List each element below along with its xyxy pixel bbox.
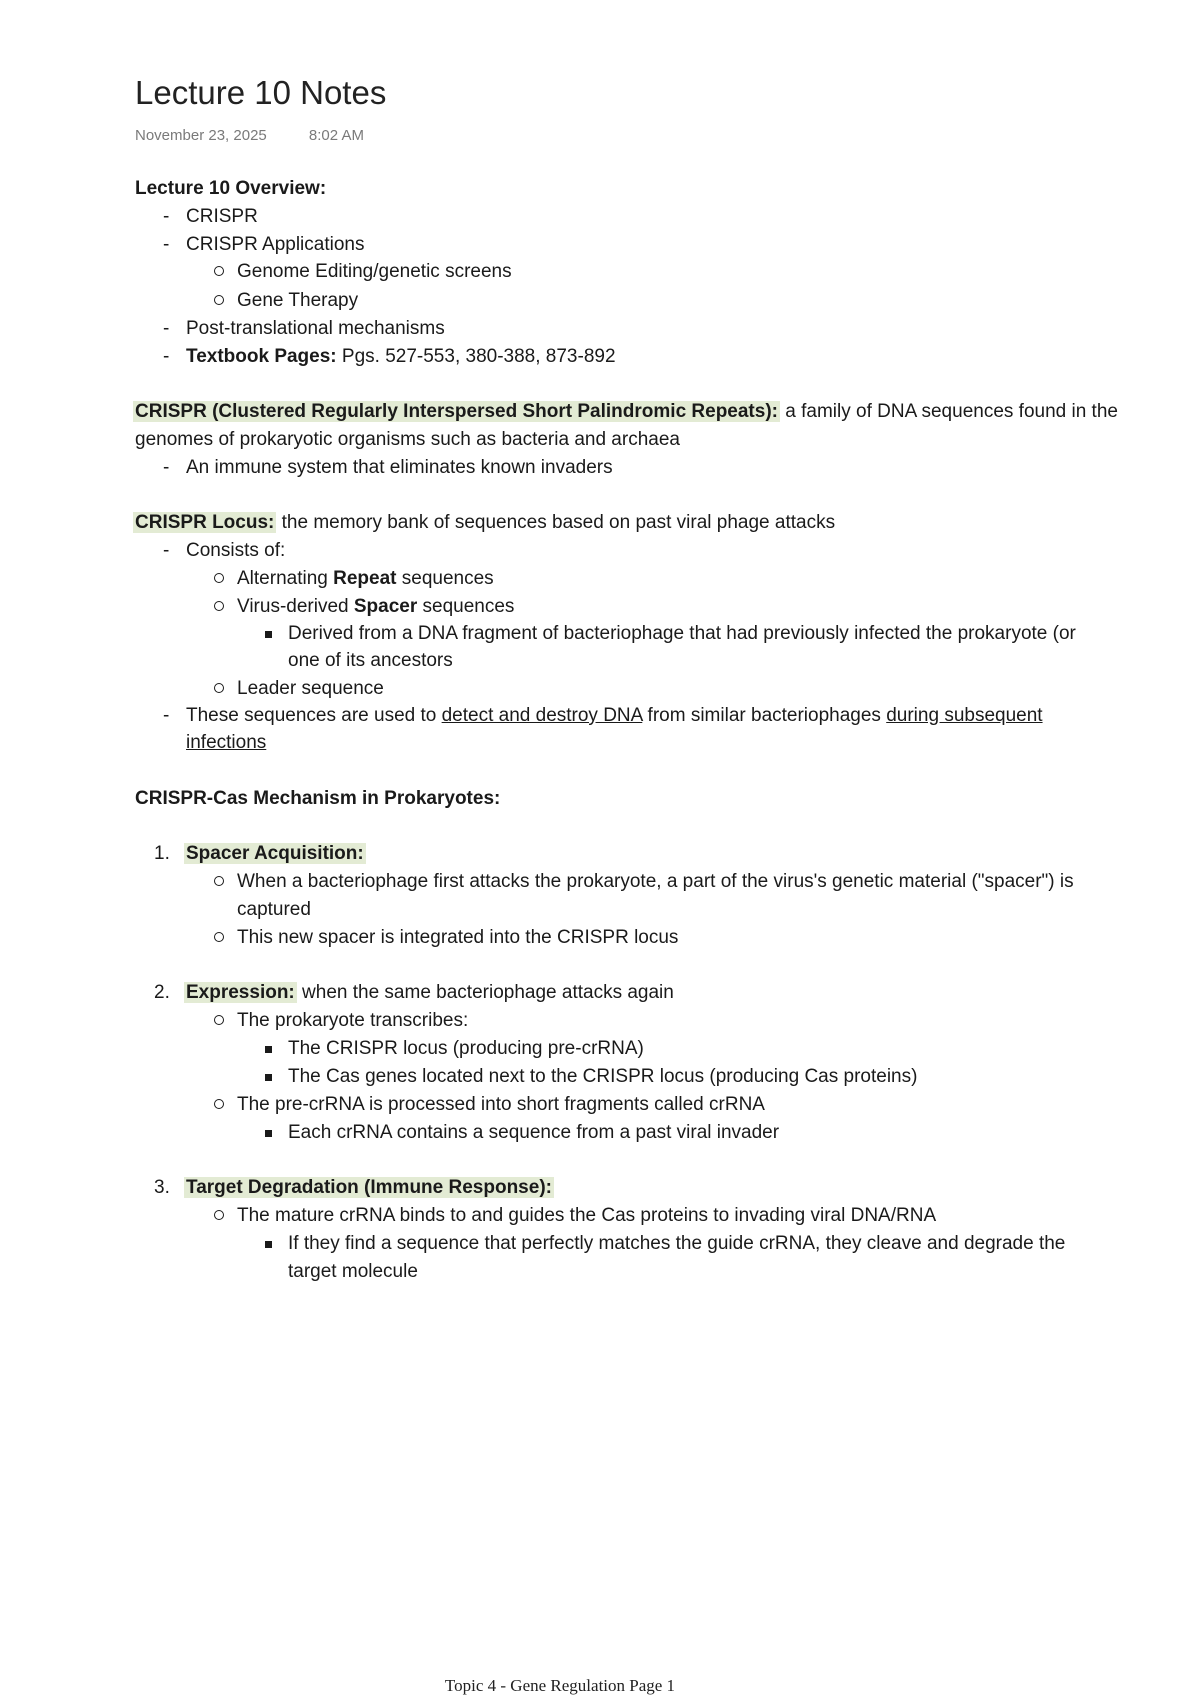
page-footer: Topic 4 - Gene Regulation Page 1 (444, 1676, 676, 1695)
step-number: 1. (154, 843, 170, 864)
crispr-term: CRISPR (Clustered Regularly Interspersed Short Palindromic Repeats): (135, 401, 778, 422)
overview-subitem: Genome Editing/genetic screens (237, 261, 512, 282)
step3-point: The mature crRNA binds to and guides the Cas proteins to invading viral DNA/RNA (237, 1205, 937, 1226)
step-number: 2. (154, 982, 170, 1003)
step2-subpoint: The Cas genes located next to the CRISPR locus (producing Cas proteins) (288, 1066, 918, 1087)
step2-subpoint: Each crRNA contains a sequence from a past viral invader (288, 1122, 780, 1143)
circle-bullet (214, 1210, 224, 1220)
circle-bullet (214, 573, 224, 583)
step1-point: When a bacteriophage first attacks the prokaryote, a part of the virus's genetic material ("spacer") is (237, 871, 1074, 892)
use-underline-2: during subsequent (886, 705, 1043, 726)
square-bullet (265, 1241, 272, 1248)
step2-line (186, 981, 674, 1005)
dash-bullet: - (163, 206, 170, 227)
page-title: Lecture 10 Notes (135, 74, 387, 111)
crispr-bullet: An immune system that eliminates known invaders (186, 457, 613, 478)
locus-derived: Derived from a DNA fragment of bacteriophage that had previously infected the prokaryote (or (288, 623, 1076, 644)
circle-bullet (214, 932, 224, 942)
dash-bullet: - (163, 234, 170, 255)
circle-bullet (214, 295, 224, 305)
overview-item: CRISPR Applications (186, 234, 365, 255)
circle-bullet (214, 1015, 224, 1025)
step2-subpoint: The CRISPR locus (producing pre-crRNA) (288, 1038, 644, 1059)
dash-bullet: - (163, 346, 170, 367)
step2-def: when the same bacteriophage attacks again (296, 982, 674, 1003)
dash-bullet: - (163, 705, 170, 726)
step1-point: This new spacer is integrated into the CRISPR locus (237, 927, 679, 948)
note-meta (135, 127, 364, 144)
textbook-label: Textbook Pages: (186, 346, 337, 367)
circle-bullet (214, 266, 224, 276)
step-title (186, 842, 366, 866)
note-time: 8:02 AM (308, 127, 364, 144)
step3-title: Target Degradation (Immune Response): (186, 1177, 552, 1198)
locus-def: the memory bank of sequences based on past viral phage attacks (276, 512, 836, 533)
circle-bullet (214, 683, 224, 693)
locus-repeat (237, 567, 494, 591)
crispr-definition (135, 400, 1118, 424)
locus-definition (135, 511, 835, 535)
overview-item: Post-translational mechanisms (186, 318, 445, 339)
spacer-pre: Virus-derived (237, 596, 354, 617)
dash-bullet: - (163, 457, 170, 478)
locus-term: CRISPR Locus: (135, 512, 275, 533)
square-bullet (265, 1130, 272, 1137)
use-pre: These sequences are used to (186, 705, 442, 726)
note-date: November 23, 2025 (135, 127, 267, 144)
textbook-pages (186, 345, 616, 369)
step-title (186, 1176, 554, 1200)
locus-use-cont: infections (186, 732, 267, 753)
square-bullet (265, 1074, 272, 1081)
mechanism-heading: CRISPR-Cas Mechanism in Prokaryotes: (135, 788, 501, 809)
circle-bullet (214, 1099, 224, 1109)
dash-bullet: - (163, 318, 170, 339)
circle-bullet (214, 876, 224, 886)
spacer-bold: Spacer (353, 596, 418, 617)
step-number: 3. (154, 1177, 170, 1198)
locus-use (186, 704, 1043, 728)
repeat-post: sequences (396, 568, 494, 589)
crispr-def: a family of DNA sequences found in the (780, 401, 1118, 422)
textbook-value: Pgs. 527-553, 380-388, 873-892 (336, 346, 616, 367)
overview-item: CRISPR (186, 206, 258, 227)
step3-subpoint-cont: target molecule (288, 1261, 418, 1282)
square-bullet (265, 1046, 272, 1053)
spacer-post: sequences (417, 596, 515, 617)
locus-spacer (237, 595, 514, 619)
use-mid: from similar bacteriophages (642, 705, 887, 726)
step2-point: The pre-crRNA is processed into short fragments called crRNA (237, 1094, 765, 1115)
crispr-def-cont: genomes of prokaryotic organisms such as bacteria and archaea (135, 429, 680, 450)
use-underline-1: detect and destroy DNA (441, 705, 643, 726)
square-bullet (265, 631, 272, 638)
locus-derived-cont: one of its ancestors (288, 650, 453, 671)
overview-heading: Lecture 10 Overview: (135, 178, 327, 199)
dash-bullet: - (163, 540, 170, 561)
overview-subitem: Gene Therapy (237, 290, 359, 311)
circle-bullet (214, 601, 224, 611)
locus-leader: Leader sequence (237, 678, 384, 699)
step1-point-cont: captured (237, 899, 311, 920)
step2-title: Expression: (186, 982, 295, 1003)
locus-consists: Consists of: (186, 540, 286, 561)
repeat-bold: Repeat (333, 568, 397, 589)
step1-title: Spacer Acquisition: (186, 843, 364, 864)
step3-subpoint: If they find a sequence that perfectly matches the guide crRNA, they cleave and degrade the (288, 1233, 1066, 1254)
step2-point: The prokaryote transcribes: (237, 1010, 469, 1031)
repeat-pre: Alternating (237, 568, 334, 589)
